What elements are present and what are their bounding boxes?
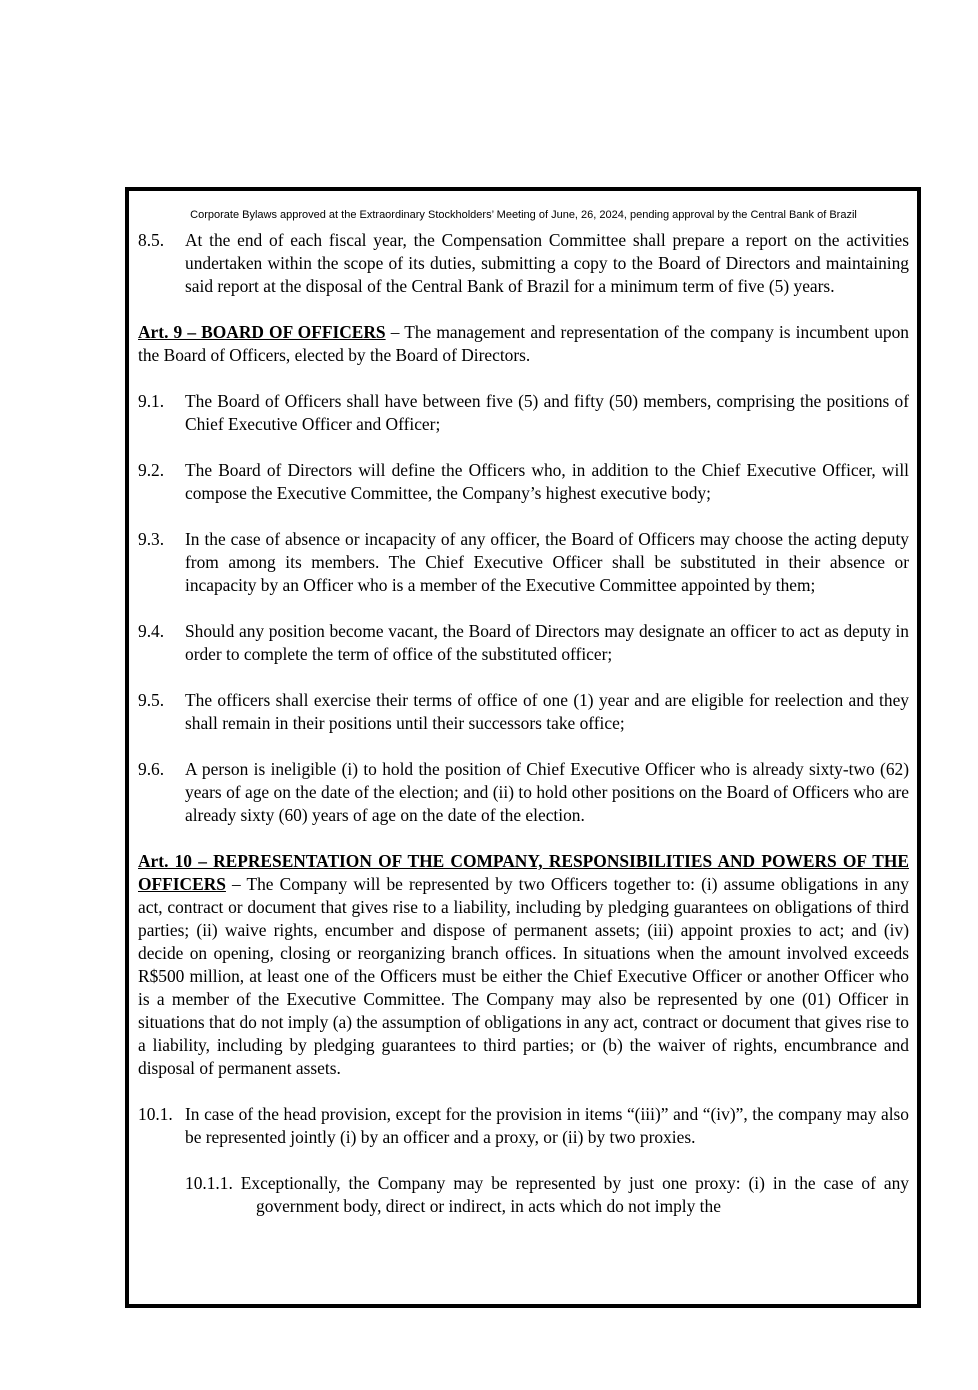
clause-9-1 [138,390,909,436]
article-9 [138,321,909,367]
clause-number: 9.3. [138,529,165,549]
clause-number: 9.1. [138,391,165,411]
clause-number: 9.2. [138,460,165,480]
page-frame [125,187,921,1308]
clause-text: The Board of Officers shall have between five (5) and fifty (50) members, comprising the positions of Chief Executive Officer and Officer; [185,391,909,434]
article-heading: Art. 10 – REPRESENTATION OF THE COMPANY, RESPONSIBILITIES AND POWERS OF THE OFFICERS [138,851,909,894]
article-text: – The management and representation of the company is incumbent upon the Board of Officers, elected by the Board of Directors. [138,322,909,365]
clause-text: In case of the head provision, except for the provision in items “(iii)” and “(iv)”, the company may also be represented jointly (i) by an officer and a proxy, or (ii) by two proxies. [185,1104,909,1147]
clause-number: 10.1. [138,1104,173,1124]
clause-number: 9.4. [138,621,165,641]
clause-number: 9.6. [138,759,165,779]
article-heading: Art. 9 – BOARD OF OFFICERS [138,322,386,342]
clause-8-5 [138,229,909,298]
clause-text: Should any position become vacant, the Board of Directors may designate an officer to act as deputy in order to complete the term of office of the substituted officer; [185,621,909,664]
clause-number: 9.5. [138,690,165,710]
clause-number: 10.1.1. [185,1173,233,1193]
clause-9-2 [138,459,909,505]
clause-9-6 [138,758,909,827]
clause-text: The officers shall exercise their terms of office of one (1) year and are eligible for reelection and they shall remain in their positions until their successors take office; [185,690,909,733]
header-note: Corporate Bylaws approved at the Extraordinary Stockholders’ Meeting of June, 26, 2024, pending approval by the Central Bank of Brazil [190,209,857,221]
article-10 [138,850,909,1080]
clause-text: In the case of absence or incapacity of any officer, the Board of Officers may choose the acting deputy from among its members. The Chief Executive Officer shall be substituted in their absence or incapacity by an Officer who is a member of the Executive Committee appointed by them; [185,529,909,595]
article-text: – The Company will be represented by two Officers together to: (i) assume obligations in any act, contract or document that gives rise to a liability, including by pledging guarantees on obligations of third parties; (ii) waive rights, encumber and dispose of permanent assets; (iii) appoint proxies to act; and (iv) decide on opening, closing or reorganizing branch offices. In situations when the amount involved exceeds R$500 million, at least one of the Officers must be either the Chief Executive Officer or another Officer who is a member of the Executive Committee. The Company may also be represented by one (01) Officer in situations that do not imply (a) the assumption of obligations in any act, contract or document that gives rise to a liability, including by pledging guarantees to third parties; or (b) the waiver of rights, encumbrance and disposal of permanent assets. [138,874,909,1078]
clause-10-1 [138,1103,909,1149]
clause-text: Exceptionally, the Company may be represented by just one proxy: (i) in the case of any government body, direct or indirect, in acts which do not imply the [240,1173,909,1216]
clause-number: 8.5. [138,230,165,250]
bylaws-body [138,229,909,1218]
clause-text: A person is ineligible (i) to hold the position of Chief Executive Officer who is already sixty-two (62) years of age on the date of the election; and (ii) to hold other positions on the Board of Officers who are already sixty (60) years of age on the date of the election. [185,759,909,825]
page-content [138,191,909,1304]
clause-text: At the end of each fiscal year, the Compensation Committee shall prepare a report on the activities undertaken within the scope of its duties, submitting a copy to the Board of Directors and maintaining said report at the disposal of the Central Bank of Brazil for a minimum term of five (5) years. [185,230,909,296]
clause-text: The Board of Directors will define the Officers who, in addition to the Chief Executive Officer, will compose the Executive Committee, the Company’s highest executive body; [185,460,909,503]
clause-9-5 [138,689,909,735]
clause-9-4 [138,620,909,666]
clause-9-3 [138,528,909,597]
clause-10-1-1 [185,1172,909,1218]
